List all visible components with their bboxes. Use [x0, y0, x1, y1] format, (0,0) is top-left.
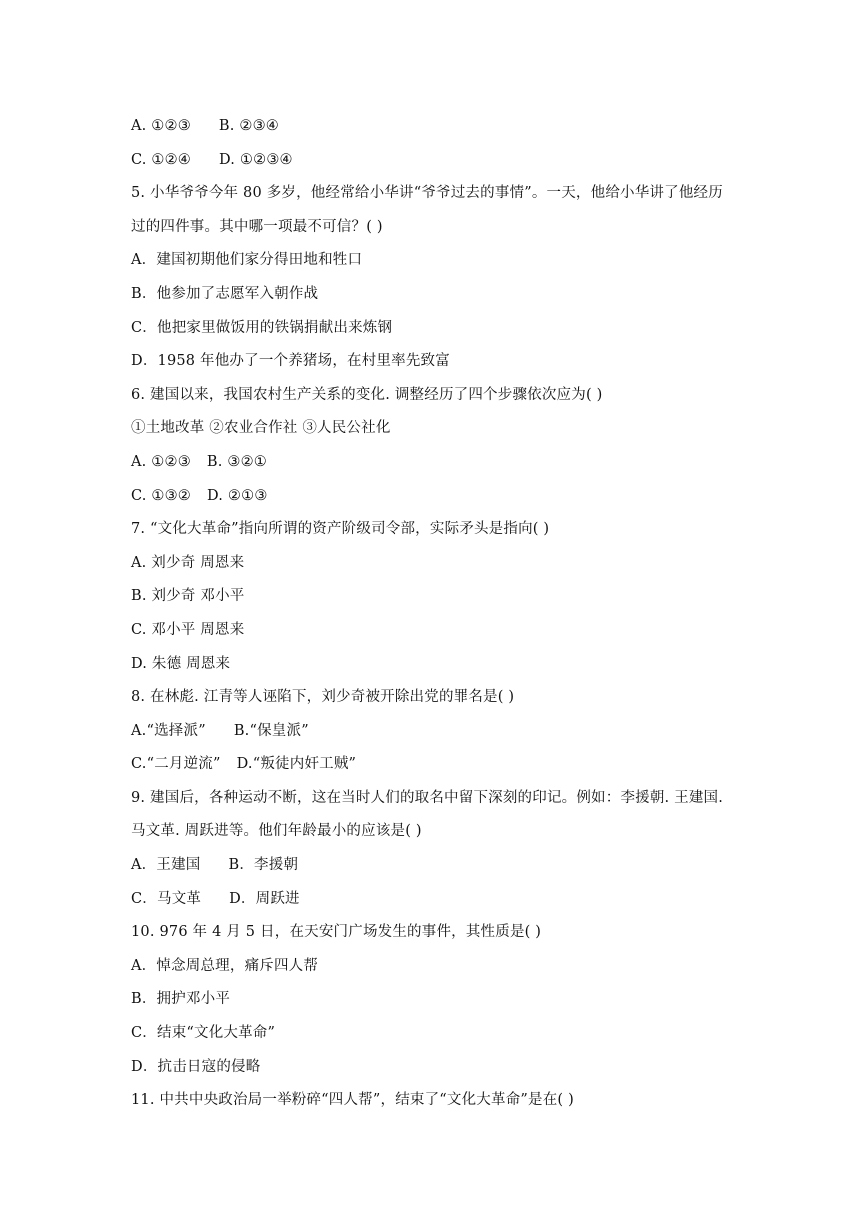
option-b: B. ③②① — [206, 453, 267, 470]
option-d: D．周跃进 — [229, 890, 300, 907]
q9-options-row-1 — [131, 849, 751, 883]
q7-option-d: D. 朱德 周恩来 — [131, 655, 231, 672]
q4-options-row-1 — [131, 110, 751, 144]
option-a: A. ①②③ — [131, 453, 191, 470]
q7-option-b: B. 刘少奇 邓小平 — [131, 588, 245, 605]
q7-option-a: A. 刘少奇 周恩来 — [131, 554, 245, 571]
q5-option-c: C．他把家里做饭用的铁锅捐献出来炼钢 — [131, 319, 393, 336]
q8-options-row-1 — [131, 715, 751, 749]
option-b: B. ②③④ — [218, 118, 279, 134]
q10-option-c: C．结束“文化大革命” — [131, 1025, 276, 1042]
q4-options-row-2 — [131, 144, 751, 178]
option-c: C. ①②④ — [131, 151, 191, 168]
option-b: B．李援朝 — [228, 857, 299, 874]
q8-stem: 8. 在林彪. 江青等人诬陷下，刘少奇被开除出党的罪名是( ) — [131, 689, 515, 706]
q7-option-c: C. 邓小平 周恩来 — [131, 621, 245, 638]
option-a: A．王建国 — [131, 857, 201, 874]
q10-option-d: D．抗击日寇的侵略 — [131, 1058, 261, 1075]
q5-stem-line-1: 5. 小华爷爷今年 80 多岁，他经常给小华讲“爷爷过去的事情”。一天，他给小华讲了他经历 — [131, 185, 723, 202]
q6-options-row-2 — [131, 480, 751, 514]
q10-option-b: B．拥护邓小平 — [131, 991, 231, 1008]
q7-stem: 7. “文化大革命”指向所谓的资产阶级司令部，实际矛头是指向( ) — [131, 521, 550, 538]
q8-options-row-2 — [131, 748, 751, 782]
option-a: A. ①②③ — [131, 118, 191, 134]
q10-option-a: A．悼念周总理，痛斥四人帮 — [131, 957, 319, 974]
option-c: C. ①③② — [131, 487, 191, 504]
option-d: D.“叛徒内奸工贼” — [236, 756, 357, 773]
q9-options-row-2 — [131, 883, 751, 917]
q5-option-b: B．他参加了志愿军入朝作战 — [131, 285, 319, 302]
q6-options-row-1 — [131, 446, 751, 480]
q10-stem: 10. 976 年 4 月 5 日，在天安门广场发生的事件，其性质是( ) — [131, 924, 542, 941]
option-d: D. ①②③④ — [219, 151, 293, 168]
option-a: A.“选择派” — [131, 722, 206, 739]
question-list — [131, 110, 751, 1118]
q5-stem-line-2: 过的四件事。其中哪一项最不可信？( ) — [131, 218, 383, 235]
option-c: C．马文革 — [131, 890, 202, 907]
q11-stem: 11. 中共中央政治局一举粉碎“四人帮”，结束了“文化大革命”是在( ) — [131, 1092, 574, 1109]
q6-stem: 6. 建国以来，我国农村生产关系的变化. 调整经历了四个步骤依次应为( ) — [131, 386, 603, 403]
option-b: B.“保皇派” — [233, 722, 309, 739]
q5-option-d: D．1958 年他办了一个养猪场，在村里率先致富 — [131, 353, 450, 370]
q5-option-a: A．建国初期他们家分得田地和牲口 — [131, 252, 363, 269]
option-d: D. ②①③ — [207, 487, 268, 504]
q6-items: ①土地改革 ②农业合作社 ③人民公社化 — [131, 420, 391, 437]
q9-stem-line-1: 9. 建国后，各种运动不断，这在当时人们的取名中留下深刻的印记。例如：李援朝. 王建国. — [131, 789, 724, 806]
option-c: C.“二月逆流” — [131, 756, 221, 773]
q9-stem-line-2: 马文革. 周跃进等。他们年龄最小的应该是( ) — [131, 823, 422, 840]
